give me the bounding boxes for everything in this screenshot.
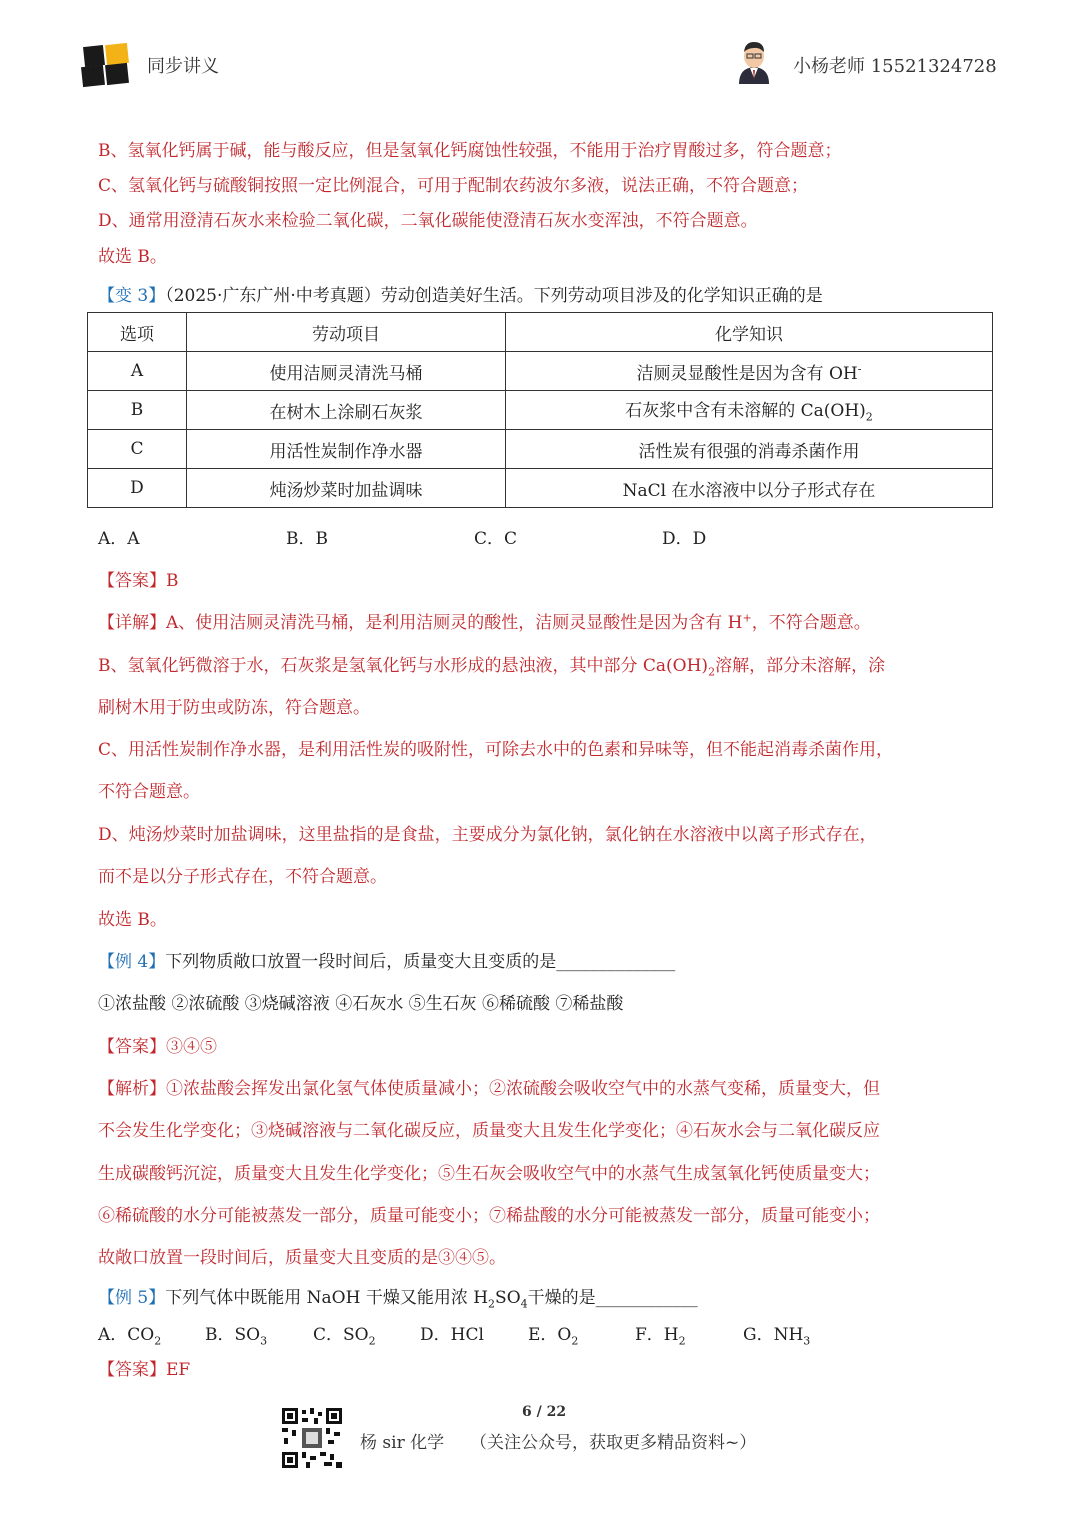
q5-option-label: E．O [528, 1325, 572, 1345]
page-number: 6 / 22 [522, 1404, 567, 1420]
q4-items: ①浓盐酸 ②浓硫酸 ③烧碱溶液 ④石灰水 ⑤生石灰 ⑥稀硫酸 ⑦稀盐酸 [98, 994, 624, 1014]
table-header-cell: 劳动项目 [187, 313, 506, 352]
q3-stem-line [98, 281, 823, 306]
q4-stem-line [98, 947, 675, 972]
q3-choice: 故选 B。 [98, 910, 167, 930]
q5-option-g [743, 1320, 810, 1347]
knowledge-sup: - [857, 361, 862, 375]
table-cell-item: 炖汤炒菜时加盐调味 [187, 469, 506, 508]
q3-table [87, 312, 993, 508]
q3-option-c: C．C [474, 529, 518, 549]
q5-option-c [313, 1320, 376, 1347]
q4-analysis-4: ⑥稀硫酸的水分可能被蒸发一部分，质量可能变小；⑦稀盐酸的水分可能被蒸发一部分，质量可能变小； [98, 1206, 880, 1226]
footer-brand: 杨 sir 化学 [360, 1433, 445, 1453]
q5-answer: EF [166, 1360, 191, 1380]
q4-analysis-1 [98, 1074, 880, 1099]
table-cell-item: 使用洁厕灵清洗马桶 [187, 352, 506, 391]
q5-option-label: C．SO [313, 1325, 369, 1345]
q3-answer-tag: 【答案】 [98, 571, 166, 591]
q5-option-b [205, 1320, 267, 1347]
q5-stem-sub: 2 [488, 1297, 496, 1311]
q4-answer: ③④⑤ [166, 1037, 217, 1057]
q3-answer: B [166, 571, 179, 591]
q4-analysis-5: 故敞口放置一段时间后，质量变大且变质的是③④⑤。 [98, 1248, 506, 1268]
q3-detail-b1-sub: 2 [708, 665, 716, 679]
q5-stem-sub: 4 [520, 1297, 528, 1311]
q5-option-label: A．CO [98, 1325, 155, 1345]
q3-option-a: A．A [98, 529, 140, 549]
prev-choice: 故选 B。 [98, 247, 167, 267]
teacher-contact: 小杨老师 15521324728 [793, 56, 997, 77]
table-row [88, 391, 993, 430]
q5-option-sub: 2 [154, 1334, 162, 1348]
prev-explanation-c: C、氢氧化钙与硫酸铜按照一定比例混合，可用于配制农药波尔多液，说法正确，不符合题意； [98, 176, 809, 196]
table-cell-option: D [88, 469, 187, 508]
q5-option-label: F．H [635, 1325, 679, 1345]
table-cell-option: A [88, 352, 187, 391]
table-cell-option: C [88, 430, 187, 469]
q5-option-f [635, 1320, 686, 1347]
q3-option-b: B．B [286, 529, 328, 549]
table-header-row [88, 313, 993, 352]
q3-stem: （2025·广东广州·中考真题）劳动创造美好生活。下列劳动项目涉及的化学知识正确的是 [165, 286, 823, 306]
q5-option-d [420, 1320, 484, 1345]
q5-option-label: B．SO [205, 1325, 261, 1345]
q3-detail-c2: 不符合题意。 [98, 782, 200, 802]
q5-stem-post: 干燥的是____________ [527, 1288, 698, 1308]
q5-option-sub: 3 [260, 1334, 268, 1348]
q4-answer-tag: 【答案】 [98, 1037, 166, 1057]
table-cell-knowledge [506, 352, 993, 391]
q3-detail-c1: C、用活性炭制作净水器，是利用活性炭的吸附性，可除去水中的色素和异味等，但不能起消毒杀菌作用， [98, 740, 894, 760]
table-cell-item: 用活性炭制作净水器 [187, 430, 506, 469]
prev-explanation-b: B、氢氧化钙属于碱，能与酸反应，但是氢氧化钙腐蚀性较强，不能用于治疗胃酸过多，符合题意； [98, 141, 842, 161]
q3-detail-a-post: ，不符合题意。 [751, 613, 871, 633]
q3-detail-b1-text: B、氢氧化钙微溶于水，石灰浆是氢氧化钙与水形成的悬浊液，其中部分 Ca(OH) [98, 656, 709, 676]
q3-detail-d1: D、炖汤炒菜时加盐调味，这里盐指的是食盐，主要成分为氯化钠，氯化钠在水溶液中以离子形式存在， [98, 825, 877, 845]
q3-detail-a-sup: + [742, 611, 752, 625]
q5-option-sub: 2 [571, 1334, 579, 1348]
q3-detail-a [98, 608, 871, 633]
q5-option-label: G．NH [743, 1325, 804, 1345]
q3-detail-tag: 【详解】 [98, 613, 166, 633]
q5-option-sub: 3 [803, 1334, 811, 1348]
knowledge-text: 洁厕灵显酸性是因为含有 OH [636, 363, 858, 384]
q3-option-d: D．D [662, 529, 707, 549]
q5-option-label: D．HCl [420, 1325, 484, 1345]
teacher-avatar-icon [735, 38, 773, 84]
q4-analysis-1-text: ①浓盐酸会挥发出氯化氢气体使质量减小；②浓硫酸会吸收空气中的水蒸气变稀，质量变大，但 [166, 1079, 880, 1099]
q5-stem-pre: 下列气体中既能用 NaOH 干燥又能用浓 H [165, 1288, 489, 1308]
q3-detail-b1 [98, 651, 885, 678]
table-cell-knowledge [506, 391, 993, 430]
table-cell-item: 在树木上涂刷石灰浆 [187, 391, 506, 430]
q5-option-sub: 2 [368, 1334, 376, 1348]
q5-tag: 【例 5】 [98, 1288, 166, 1308]
knowledge-text: 石灰浆中含有未溶解的 Ca(OH) [625, 401, 866, 422]
q3-tag: 【变 3】 [98, 286, 166, 306]
q5-option-a [98, 1320, 161, 1347]
q5-option-sub: 2 [678, 1334, 686, 1348]
q3-detail-b1-post: 溶解，部分未溶解，涂 [715, 656, 886, 676]
footer-slogan: （关注公众号，获取更多精品资料~） [470, 1433, 757, 1453]
table-row [88, 469, 993, 508]
table-cell-knowledge: 活性炭有很强的消毒杀菌作用 [506, 430, 993, 469]
table-header-cell: 选项 [88, 313, 187, 352]
q5-answer-line [98, 1355, 190, 1380]
q4-analysis-tag: 【解析】 [98, 1079, 166, 1099]
q3-detail-d2: 而不是以分子形式存在，不符合题意。 [98, 867, 387, 887]
prev-explanation-d: D、通常用澄清石灰水来检验二氧化碳，二氧化碳能使澄清石灰水变浑浊，不符合题意。 [98, 211, 758, 231]
q4-tag: 【例 4】 [98, 952, 166, 972]
q3-detail-a-text: A、使用洁厕灵清洗马桶，是利用洁厕灵的酸性，洁厕灵显酸性是因为含有 H [166, 613, 743, 633]
table-cell-option: B [88, 391, 187, 430]
q5-option-e [528, 1320, 578, 1347]
table-cell-knowledge: NaCl 在水溶液中以分子形式存在 [506, 469, 993, 508]
logo [80, 42, 136, 88]
knowledge-sub: 2 [865, 410, 873, 424]
header-title: 同步讲义 [147, 56, 219, 77]
q3-detail-b2: 刷树木用于防虫或防冻，符合题意。 [98, 698, 370, 718]
q3-answer-line [98, 566, 179, 591]
table-row [88, 352, 993, 391]
q5-answer-tag: 【答案】 [98, 1360, 166, 1380]
q4-analysis-3: 生成碳酸钙沉淀，质量变大且发生化学变化；⑤生石灰会吸收空气中的水蒸气生成氢氧化钙使质量变大； [98, 1164, 880, 1184]
table-row [88, 430, 993, 469]
q4-analysis-2: 不会发生化学变化；③烧碱溶液与二氧化碳反应，质量变大且发生化学变化；④石灰水会与二氧化碳反应 [98, 1121, 880, 1141]
q5-stem-mid: SO [495, 1288, 521, 1308]
q4-stem: 下列物质敞口放置一段时间后，质量变大且变质的是______________ [165, 952, 676, 972]
q4-answer-line [98, 1032, 217, 1057]
q5-stem-line [98, 1283, 698, 1310]
qr-code-icon[interactable] [280, 1406, 344, 1470]
table-header-cell: 化学知识 [506, 313, 993, 352]
